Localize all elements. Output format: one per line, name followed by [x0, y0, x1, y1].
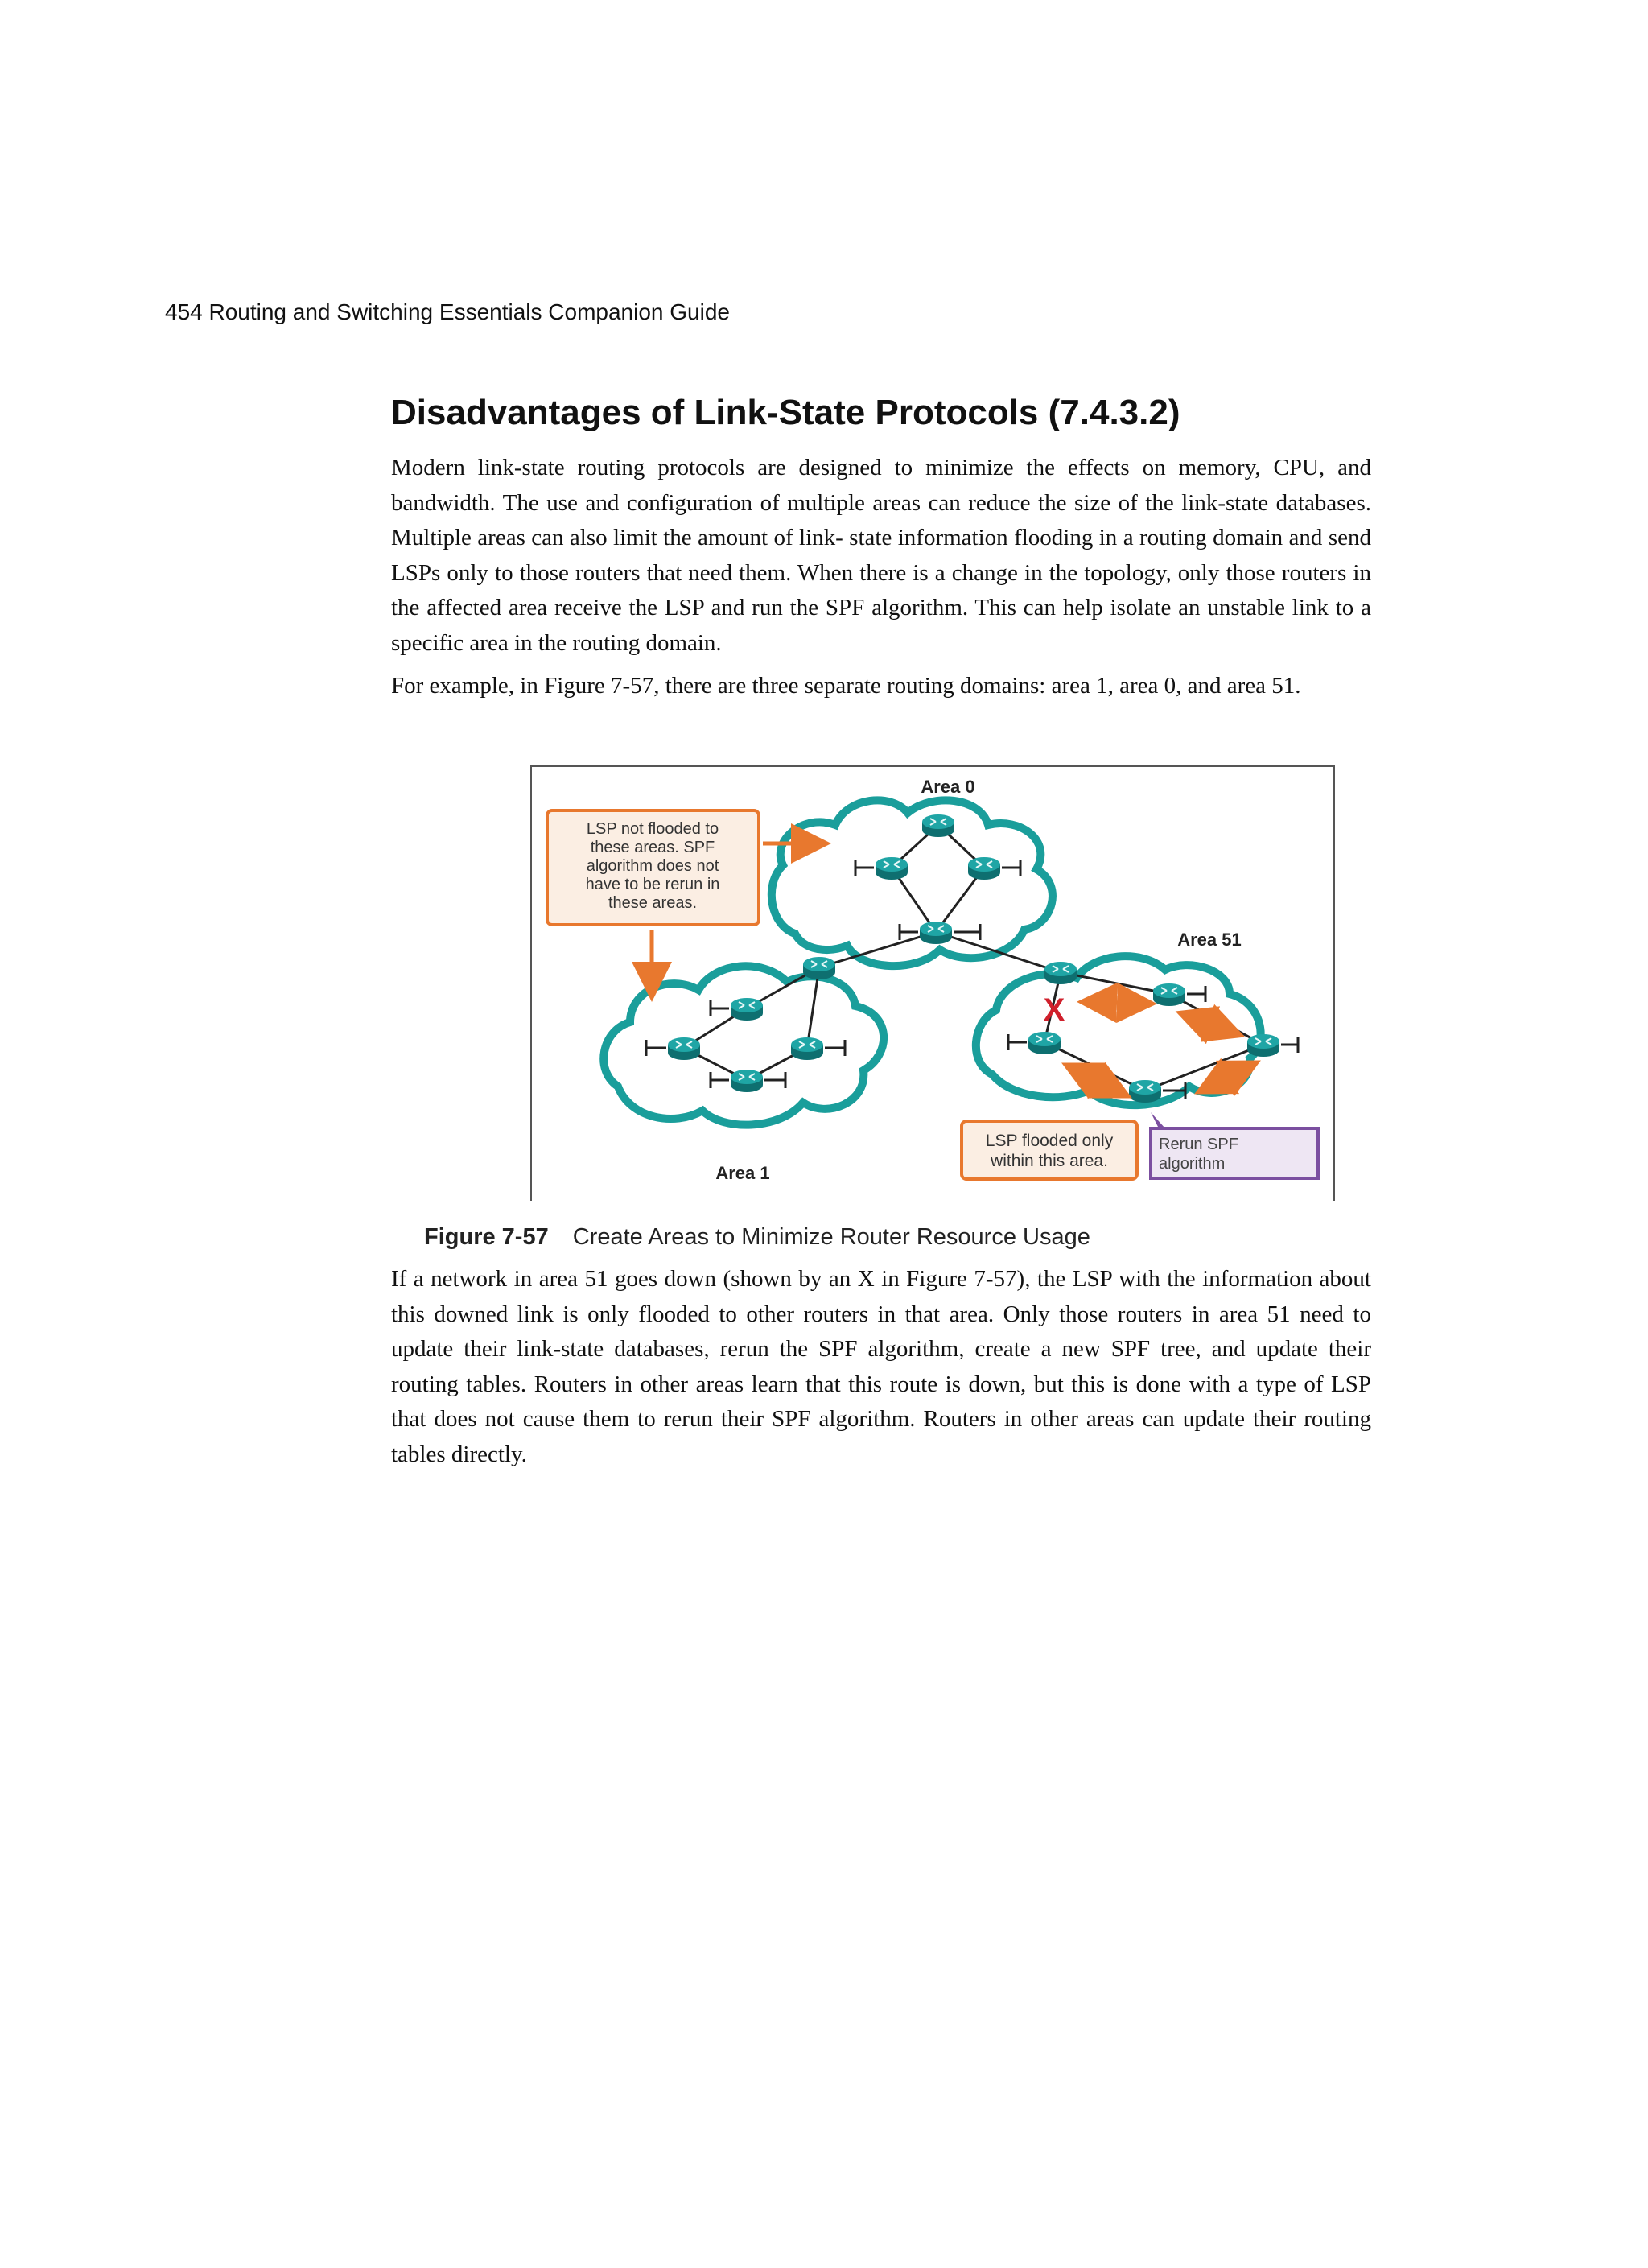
callout-rerun-spf-line: Rerun SPF	[1159, 1136, 1238, 1153]
section-title: Disadvantages of Link-State Protocols (7.4.3.2)	[391, 393, 1180, 432]
callout-not-flooded-line: algorithm does not	[586, 857, 719, 875]
body-paragraph: If a network in area 51 goes down (shown by an X in Figure 7-57), the LSP with the information about this downed link is only flooded to other routers in that area. Only those routers in area 51 need to update their link-state databases, rerun the SPF algorithm, create a new SPF tree, and update their routing tables. Routers in other areas learn that this route is down, but this is done with a type of LSP that does not cause them to rerun their SPF algorithm. Routers in other areas can update their routing tables directly.	[391, 1266, 1371, 1467]
callout-not-flooded-line: these areas. SPF	[590, 839, 715, 856]
area-0-label: Area 0	[921, 777, 975, 797]
callout-not-flooded-line: have to be rerun in	[585, 876, 720, 893]
callout-rerun-spf-line: algorithm	[1159, 1155, 1226, 1173]
callout-not-flooded-line: these areas.	[608, 894, 698, 912]
callout-flooded-only	[962, 1121, 1137, 1179]
callout-flooded-only-line: within this area.	[991, 1152, 1108, 1170]
figure-7-57	[529, 765, 1336, 1203]
area-1-label: Area 1	[715, 1163, 770, 1183]
running-header: 454 Routing and Switching Essentials Companion Guide	[165, 299, 730, 324]
area-51-label: Area 51	[1177, 930, 1242, 950]
body-paragraph: For example, in Figure 7-57, there are three separate routing domains: area 1, area 0, and area 51.	[391, 673, 1301, 699]
rerun-spf-pointer	[1151, 1112, 1165, 1128]
figure-caption-text: Create Areas to Minimize Router Resource Usage	[572, 1224, 1090, 1250]
body-paragraph: Modern link-state routing protocols are designed to minimize the effects on memory, CPU, and bandwidth. The use and configuration of multiple areas can reduce the size of the link-state databases. Multiple areas can also limit the amount of link- state information flooding in a routing domain and send LSPs only to those routers that need them. When there is a change in the topology, only those routers in the affected area receive the LSP and run the SPF algorithm. This can help isolate an unstable link to a specific area in the routing domain.	[391, 455, 1371, 656]
figure-caption	[424, 1224, 1090, 1251]
link-failure-mark: X	[1043, 992, 1065, 1028]
callout-flooded-only-line: LSP flooded only	[985, 1132, 1114, 1150]
network-area-diagram	[529, 765, 1336, 1203]
lsp-flood-arrows	[1069, 1002, 1254, 1095]
area-0-cloud	[772, 800, 1053, 966]
callout-not-flooded-line: LSP not flooded to	[586, 820, 719, 838]
figure-number: Figure 7-57	[424, 1224, 549, 1250]
